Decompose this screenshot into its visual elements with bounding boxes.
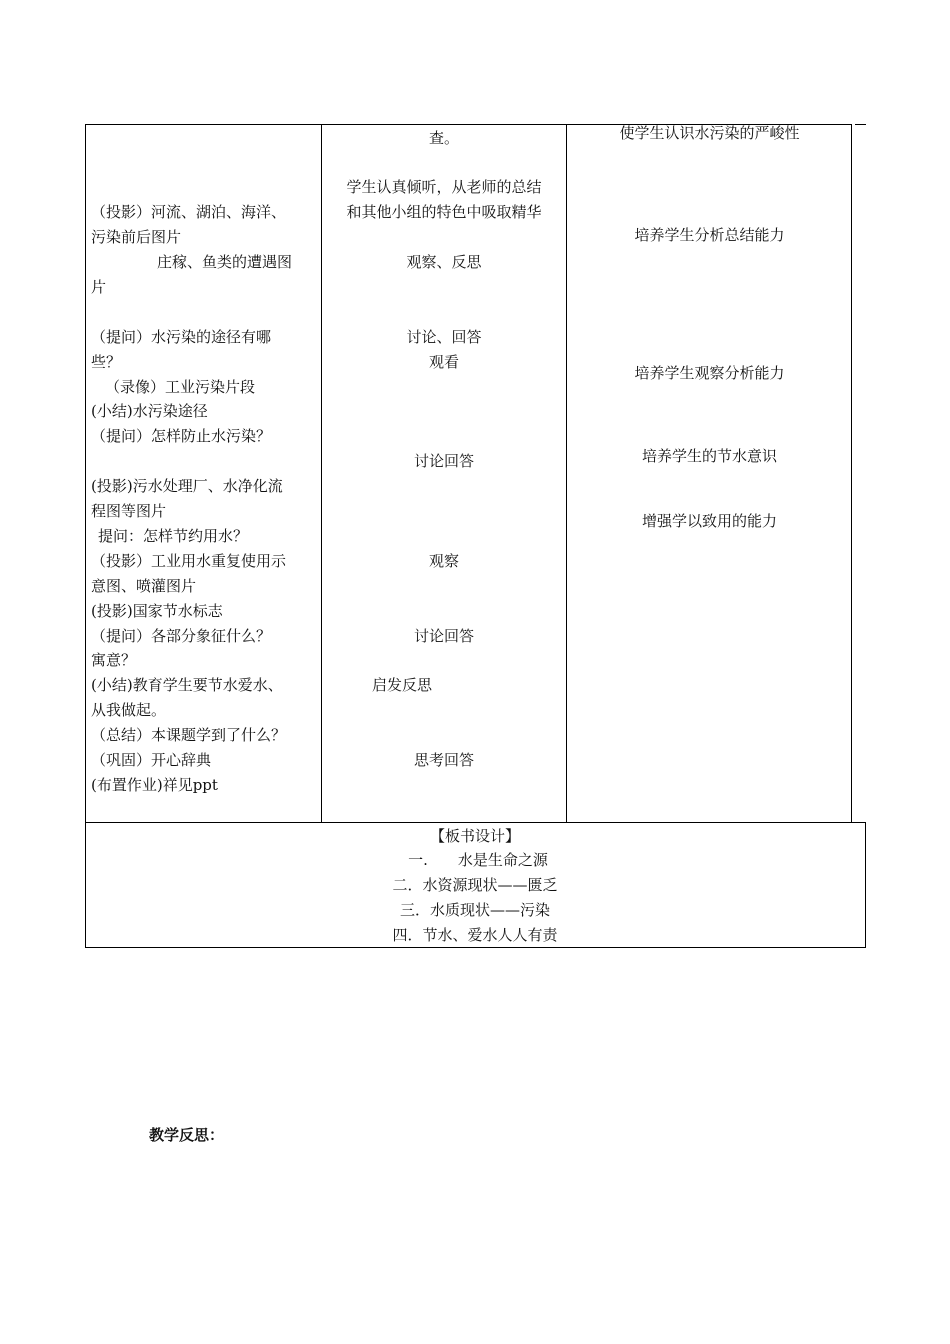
teacher-line: （提问）怎样防止水污染？	[91, 427, 272, 445]
teacher-line: (投影)污水处理厂、水净化流	[91, 477, 283, 495]
teacher-line: （提问）各部分象征什么？	[91, 627, 272, 645]
board-design-item: 二．水资源现状——匮乏	[392, 876, 558, 894]
student-line: 讨论回答	[413, 452, 474, 470]
teacher-line: 污染前后图片	[91, 228, 182, 246]
teacher-line: （巩固）开心辞典	[91, 751, 212, 769]
board-right-border	[865, 822, 866, 948]
board-design-title: 【板书设计】	[429, 827, 520, 845]
teacher-line: 从我做起。	[91, 701, 167, 719]
teacher-line: （总结）本课题学到了什么？	[91, 726, 287, 744]
teaching-reflection-label: 教学反思：	[149, 1126, 225, 1144]
teacher-line: (小结)水污染途径	[91, 402, 208, 420]
teacher-line: （提问）水污染的途径有哪	[91, 328, 272, 346]
teacher-line: 庄稼、鱼类的遭遇图	[157, 253, 293, 271]
student-line: 查。	[428, 129, 459, 147]
student-line: 思考回答	[413, 751, 474, 769]
student-line: 讨论、回答	[406, 328, 482, 346]
student-line: 观看	[428, 353, 459, 371]
intent-line: 使学生认识水污染的严峻性	[619, 124, 800, 142]
intent-line: 增强学以致用的能力	[641, 512, 777, 530]
teacher-line: 程图等图片	[91, 502, 167, 520]
teacher-line: (投影)国家节水标志	[91, 602, 223, 620]
student-line: 启发反思	[372, 676, 433, 694]
teacher-line: （录像）工业污染片段	[105, 378, 256, 396]
student-line: 和其他小组的特色中吸取精华	[346, 203, 542, 221]
teacher-line: 提问：怎样节约用水？	[98, 527, 249, 545]
table-top-border-stub	[855, 124, 866, 125]
teacher-line: （投影）工业用水重复使用示	[91, 552, 287, 570]
teacher-line: (小结)教育学生要节水爱水、	[91, 676, 283, 694]
teacher-line: 意图、喷灌图片	[91, 577, 197, 595]
board-top-border	[85, 822, 866, 823]
teacher-line: （投影）河流、湖泊、海洋、	[91, 203, 287, 221]
teacher-line: 些？	[91, 353, 122, 371]
board-design-item: 三．水质现状——污染	[399, 901, 550, 919]
intent-line: 培养学生观察分析能力	[634, 364, 785, 382]
board-design-item: 四．节水、爱水人人有责	[392, 926, 558, 944]
student-line: 学生认真倾听，从老师的总结	[346, 178, 542, 196]
intent-line: 培养学生分析总结能力	[634, 226, 785, 244]
student-line: 观察、反思	[406, 253, 482, 271]
teacher-line: 片	[91, 278, 107, 296]
teacher-line: (布置作业)祥见ppt	[91, 776, 218, 794]
student-line: 讨论回答	[413, 627, 474, 645]
teacher-line: 寓意？	[91, 651, 137, 669]
intent-line: 培养学生的节水意识	[641, 447, 777, 465]
student-line: 观察	[428, 552, 459, 570]
board-design-item: 一. 水是生命之源	[408, 851, 548, 869]
